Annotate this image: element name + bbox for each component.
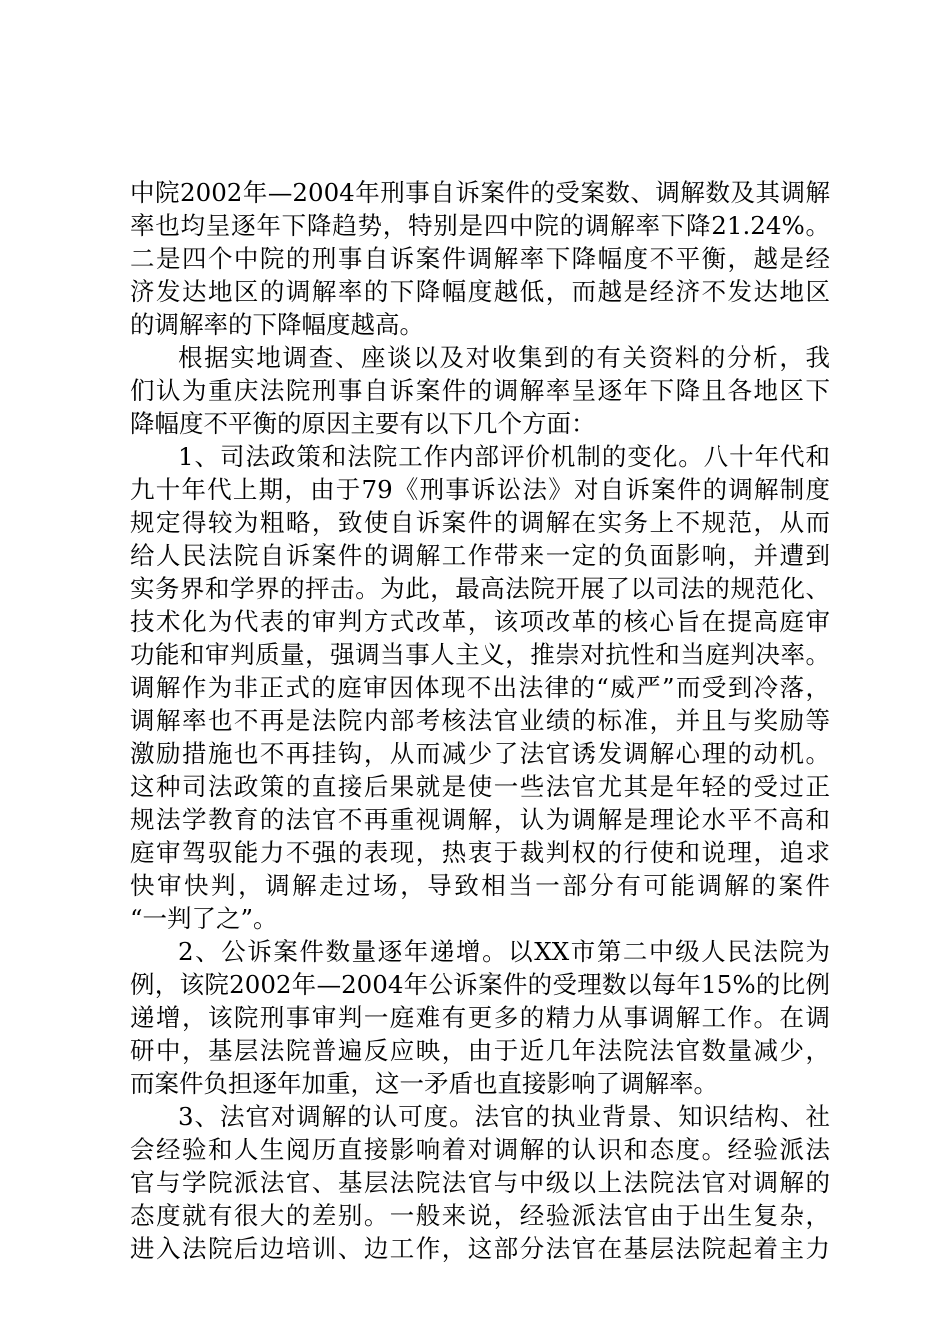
text-line: 这种司法政策的直接后果就是使一些法官尤其是年轻的受过正 — [130, 772, 830, 801]
text-line: 们认为重庆法院刑事自诉案件的调解率呈逐年下降且各地区下 — [130, 376, 830, 405]
paragraph-first-line: 根据实地调查、座谈以及对收集到的有关资料的分析，我 — [178, 343, 830, 372]
text-line: 规定得较为粗略，致使自诉案件的调解在实务上不规范，从而 — [130, 508, 830, 537]
text-line: 而案件负担逐年加重，这一矛盾也直接影响了调解率。 — [130, 1069, 718, 1098]
text-line: 官与学院派法官、基层法院法官与中级以上法院法官对调解的 — [130, 1168, 830, 1197]
text-line: 的调解率的下降幅度越高。 — [130, 310, 424, 339]
text-line: 功能和审判质量，强调当事人主义，推崇对抗性和当庭判决率。 — [130, 640, 830, 669]
text-line: 规法学教育的法官不再重视调解，认为调解是理论水平不高和 — [130, 805, 830, 834]
text-line: 技术化为代表的审判方式改革，该项改革的核心旨在提高庭审 — [130, 607, 830, 636]
text-line: 递增，该院刑事审判一庭难有更多的精力从事调解工作。在调 — [130, 1003, 830, 1032]
text-line: 给人民法院自诉案件的调解工作带来一定的负面影响，并遭到 — [130, 541, 830, 570]
text-line: 二是四个中院的刑事自诉案件调解率下降幅度不平衡，越是经 — [130, 244, 830, 273]
text-line: 调解率也不再是法院内部考核法官业绩的标准，并且与奖励等 — [130, 706, 830, 735]
text-line: 降幅度不平衡的原因主要有以下几个方面： — [130, 409, 596, 438]
text-line: 实务界和学界的抨击。为此，最高法院开展了以司法的规范化、 — [130, 574, 830, 603]
text-line: 会经验和人生阅历直接影响着对调解的认识和态度。经验派法 — [130, 1135, 830, 1164]
text-line: 调解作为非正式的庭审因体现不出法律的“威严”而受到冷落， — [130, 673, 830, 702]
document-body — [130, 176, 830, 1265]
section-heading-3: 3、法官对调解的认可度。法官的执业背景、知识结构、社 — [178, 1102, 830, 1131]
section-heading-2: 2、公诉案件数量逐年递增。以XX市第二中级人民法院为 — [178, 937, 830, 966]
text-line: 研中，基层法院普遍反应映，由于近几年法院法官数量减少， — [130, 1036, 830, 1065]
text-line: 快审快判，调解走过场，导致相当一部分有可能调解的案件 — [130, 871, 830, 900]
text-line: 九十年代上期，由于79《刑事诉讼法》对自诉案件的调解制度 — [130, 475, 830, 504]
text-line: 中院2002年—2004年刑事自诉案件的受案数、调解数及其调解 — [130, 178, 830, 207]
text-line: “一判了之”。 — [130, 904, 278, 933]
section-heading-1: 1、司法政策和法院工作内部评价机制的变化。八十年代和 — [178, 442, 830, 471]
text-line: 态度就有很大的差别。一般来说，经验派法官由于出生复杂， — [130, 1201, 830, 1230]
text-line: 激励措施也不再挂钩，从而减少了法官诱发调解心理的动机。 — [130, 739, 830, 768]
text-line: 率也均呈逐年下降趋势，特别是四中院的调解率下降21.24%。 — [130, 211, 830, 240]
text-line: 庭审驾驭能力不强的表现，热衷于裁判权的行使和说理，追求 — [130, 838, 830, 867]
text-line: 例，该院2002年—2004年公诉案件的受理数以每年15%的比例 — [130, 970, 830, 999]
text-line: 济发达地区的调解率的下降幅度越低，而越是经济不发达地区 — [130, 277, 830, 306]
text-line: 进入法院后边培训、边工作，这部分法官在基层法院起着主力 — [130, 1234, 830, 1263]
